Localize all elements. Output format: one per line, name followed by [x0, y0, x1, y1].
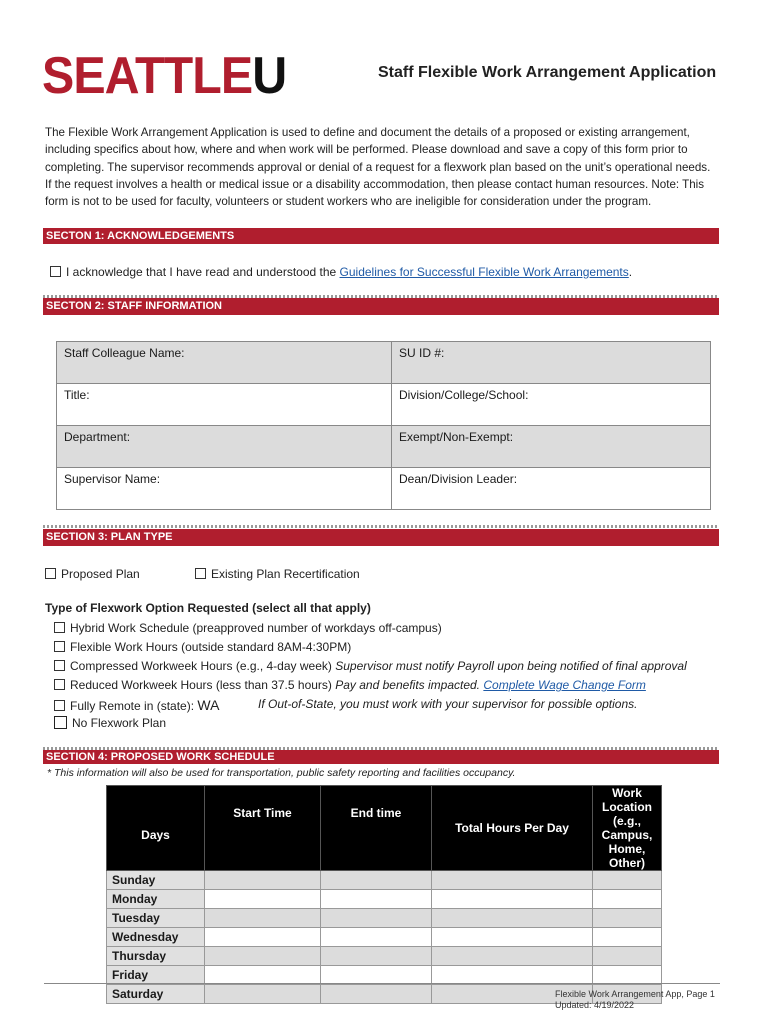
- option-reduced: [54, 678, 646, 692]
- tuesday-location-cell[interactable]: [593, 909, 662, 928]
- staff-name-field[interactable]: Staff Colleague Name:: [57, 342, 392, 384]
- thursday-hours-cell[interactable]: [432, 947, 593, 966]
- option-compressed: [54, 659, 687, 673]
- option-remote: [54, 697, 219, 713]
- logo-text-seattle: SEATTLE: [42, 47, 253, 105]
- acknowledge-text: I acknowledge that I have read and understood the: [66, 265, 340, 279]
- dean-field[interactable]: Dean/Division Leader:: [392, 468, 711, 510]
- flexible-hours-label: Flexible Work Hours (outside standard 8AM-4:30PM): [70, 640, 352, 654]
- section-1-header: SECTON 1: ACKNOWLEDGEMENTS: [43, 228, 719, 244]
- thursday-end-cell[interactable]: [321, 947, 432, 966]
- work-schedule-table: [106, 785, 662, 1004]
- table-row: [107, 909, 662, 928]
- acknowledge-checkbox[interactable]: [50, 266, 61, 277]
- title-field[interactable]: Title:: [57, 384, 392, 426]
- days-header: Days: [107, 786, 205, 871]
- work-location-header: Work Location (e.g., Campus, Home, Other): [593, 786, 662, 871]
- table-row: [107, 928, 662, 947]
- hybrid-checkbox[interactable]: [54, 622, 65, 633]
- compressed-label: Compressed Workweek Hours (e.g., 4-day week): [70, 659, 332, 673]
- hybrid-label: Hybrid Work Schedule (preapproved number of workdays off-campus): [70, 621, 442, 635]
- section-3-divider: [43, 525, 719, 528]
- sunday-start-cell[interactable]: [205, 871, 321, 890]
- total-hours-header: Total Hours Per Day: [432, 786, 593, 871]
- section-2-header: SECTON 2: STAFF INFORMATION: [43, 298, 719, 315]
- saturday-end-cell[interactable]: [321, 985, 432, 1004]
- option-no-flexwork: [54, 716, 166, 730]
- table-row: [57, 426, 711, 468]
- schedule-note: * This information will also be used for transportation, public safety reporting and facilities occupancy.: [47, 767, 516, 779]
- department-field[interactable]: Department:: [57, 426, 392, 468]
- day-monday: Monday: [107, 890, 205, 909]
- table-row: [107, 871, 662, 890]
- no-flexwork-checkbox[interactable]: [54, 716, 67, 729]
- flexible-hours-checkbox[interactable]: [54, 641, 65, 652]
- division-field[interactable]: Division/College/School:: [392, 384, 711, 426]
- document-title: Staff Flexible Work Arrangement Application: [378, 64, 717, 81]
- existing-plan-label: Existing Plan Recertification: [211, 567, 360, 581]
- friday-start-cell[interactable]: [205, 966, 321, 985]
- seattle-u-logo: [42, 47, 287, 105]
- flexwork-option-heading: Type of Flexwork Option Requested (select all that apply): [45, 601, 371, 615]
- no-flexwork-label: No Flexwork Plan: [72, 716, 167, 730]
- sunday-end-cell[interactable]: [321, 871, 432, 890]
- wednesday-end-cell[interactable]: [321, 928, 432, 947]
- guidelines-link[interactable]: Guidelines for Successful Flexible Work Arrangements: [339, 265, 629, 279]
- thursday-location-cell[interactable]: [593, 947, 662, 966]
- sunday-location-cell[interactable]: [593, 871, 662, 890]
- friday-location-cell[interactable]: [593, 966, 662, 985]
- end-time-header: End time: [321, 786, 432, 871]
- footer-divider: [44, 983, 720, 984]
- tuesday-start-cell[interactable]: [205, 909, 321, 928]
- proposed-plan-option: [45, 567, 140, 581]
- monday-hours-cell[interactable]: [432, 890, 593, 909]
- saturday-start-cell[interactable]: [205, 985, 321, 1004]
- monday-end-cell[interactable]: [321, 890, 432, 909]
- table-row: [57, 468, 711, 510]
- staff-info-table: [56, 341, 711, 510]
- day-friday: Friday: [107, 966, 205, 985]
- proposed-plan-label: Proposed Plan: [61, 567, 140, 581]
- remote-note: If Out-of-State, you must work with your supervisor for possible options.: [258, 697, 638, 711]
- table-row: [107, 966, 662, 985]
- reduced-note: Pay and benefits impacted.: [335, 678, 481, 692]
- table-row: [57, 384, 711, 426]
- page-footer: [555, 989, 715, 1011]
- reduced-label: Reduced Workweek Hours (less than 37.5 hours): [70, 678, 332, 692]
- table-header-row: [107, 786, 662, 871]
- footer-updated-date: Updated: 4/19/2022: [555, 1000, 635, 1010]
- remote-state-value[interactable]: WA: [197, 697, 220, 713]
- supervisor-field[interactable]: Supervisor Name:: [57, 468, 392, 510]
- day-sunday: Sunday: [107, 871, 205, 890]
- existing-plan-option: [195, 567, 360, 581]
- friday-hours-cell[interactable]: [432, 966, 593, 985]
- wednesday-hours-cell[interactable]: [432, 928, 593, 947]
- sunday-hours-cell[interactable]: [432, 871, 593, 890]
- tuesday-end-cell[interactable]: [321, 909, 432, 928]
- wednesday-start-cell[interactable]: [205, 928, 321, 947]
- remote-checkbox[interactable]: [54, 700, 65, 711]
- section-4-header: SECTION 4: PROPOSED WORK SCHEDULE: [43, 750, 719, 764]
- su-id-field[interactable]: SU ID #:: [392, 342, 711, 384]
- day-wednesday: Wednesday: [107, 928, 205, 947]
- existing-plan-checkbox[interactable]: [195, 568, 206, 579]
- compressed-checkbox[interactable]: [54, 660, 65, 671]
- table-row: [107, 947, 662, 966]
- day-thursday: Thursday: [107, 947, 205, 966]
- tuesday-hours-cell[interactable]: [432, 909, 593, 928]
- acknowledge-suffix: .: [628, 265, 633, 279]
- acknowledge-row: [50, 265, 632, 279]
- reduced-checkbox[interactable]: [54, 679, 65, 690]
- option-flexible-hours: [54, 640, 351, 654]
- day-saturday: Saturday: [107, 985, 205, 1004]
- intro-paragraph: The Flexible Work Arrangement Application is used to define and document the details of a proposed or existing arrangement, including specifics about how, where and when work will be performed. Please download and save a copy of this form prior to completing. The supervisor recommends approval or denial of a request for a flexwork plan based on the unit’s operational needs. If the request involves a health or medical issue or a disability accommodation, then please contact human resources. Note: This form is not to be used for faculty, volunteers or student workers who are ineligible for consideration under the program.: [45, 126, 711, 209]
- remote-label: Fully Remote in (state):: [70, 699, 195, 713]
- monday-location-cell[interactable]: [593, 890, 662, 909]
- section-3-header: SECTION 3: PLAN TYPE: [43, 529, 719, 546]
- wednesday-location-cell[interactable]: [593, 928, 662, 947]
- exempt-field[interactable]: Exempt/Non-Exempt:: [392, 426, 711, 468]
- day-tuesday: Tuesday: [107, 909, 205, 928]
- logo-text-u: U: [252, 47, 287, 105]
- start-time-header: Start Time: [205, 786, 321, 871]
- thursday-start-cell[interactable]: [205, 947, 321, 966]
- table-row: [57, 342, 711, 384]
- footer-page-label: Flexible Work Arrangement App, Page 1: [555, 989, 715, 999]
- option-hybrid: [54, 621, 442, 635]
- monday-start-cell[interactable]: [205, 890, 321, 909]
- wage-change-form-link[interactable]: Complete Wage Change Form: [483, 678, 646, 692]
- table-row: [107, 890, 662, 909]
- friday-end-cell[interactable]: [321, 966, 432, 985]
- proposed-plan-checkbox[interactable]: [45, 568, 56, 579]
- compressed-note: Supervisor must notify Payroll upon being notified of final approval: [335, 659, 687, 673]
